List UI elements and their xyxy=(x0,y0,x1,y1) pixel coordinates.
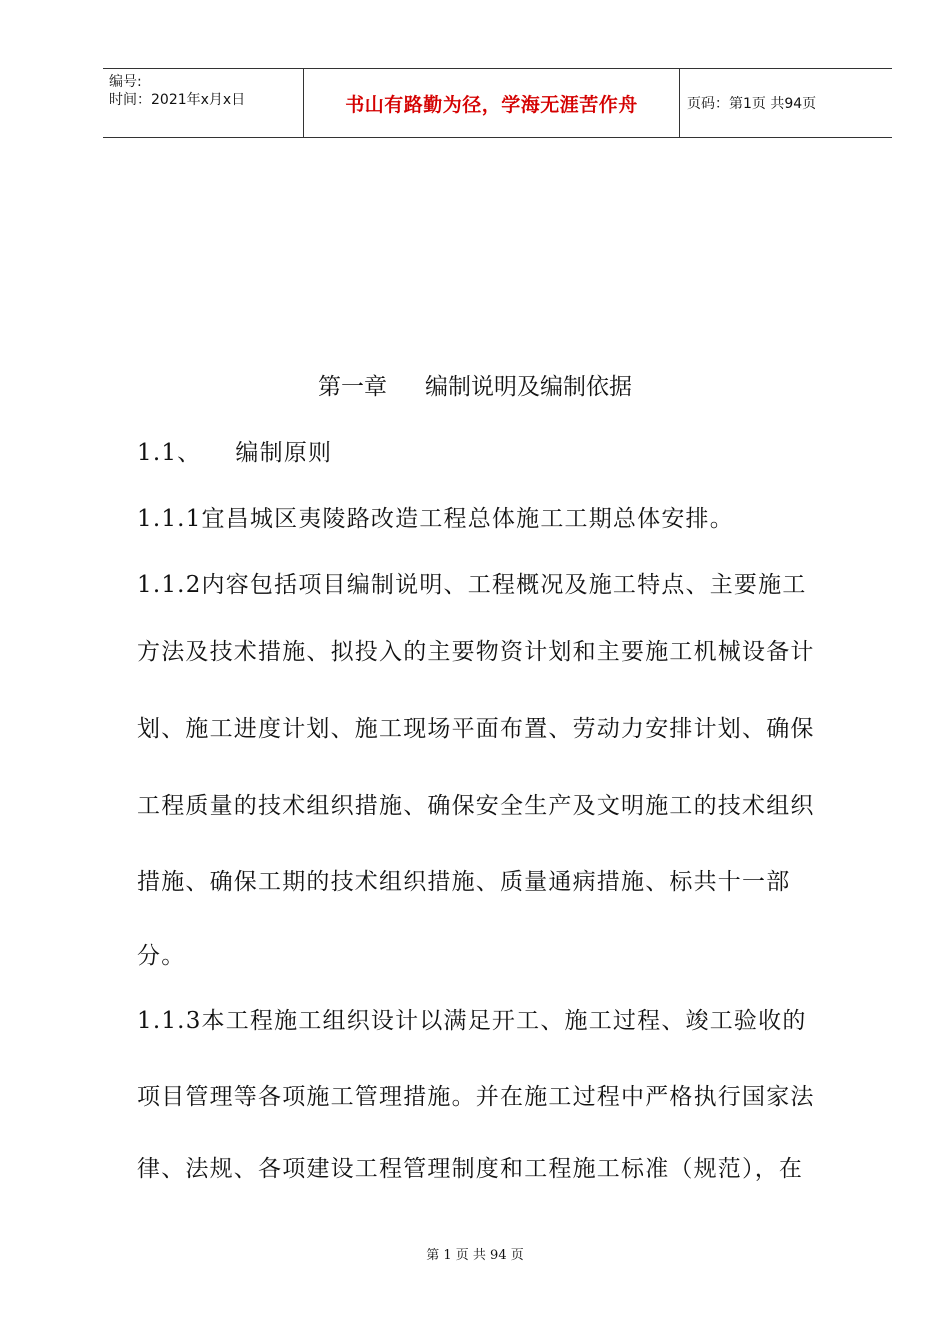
paragraph-line: 律、法规、各项建设工程管理制度和工程施工标准（规范），在 xyxy=(137,1156,804,1182)
chapter-heading xyxy=(0,368,950,401)
number-label: 编号: xyxy=(109,74,142,90)
chapter-title: 编制说明及编制依据 xyxy=(425,374,632,400)
header-page-info: 页码：第1页 共94页 xyxy=(687,96,817,112)
paragraph-line: 措施、确保工期的技术组织措施、质量通病措施、标共十一部 xyxy=(137,869,791,895)
paragraph-line: 划、施工进度计划、施工现场平面布置、劳动力安排计划、确保 xyxy=(137,716,815,742)
section-heading: 1.1、 编制原则 xyxy=(137,440,333,466)
paragraph-line: 工程质量的技术组织措施、确保安全生产及文明施工的技术组织 xyxy=(137,793,815,819)
paragraph-line: 1.1.1宜昌城区夷陵路改造工程总体施工工期总体安排。 xyxy=(137,506,734,532)
header-meta xyxy=(103,69,303,137)
page-footer: 第 1 页 共 94 页 xyxy=(426,1248,524,1263)
paragraph-line: 方法及技术措施、拟投入的主要物资计划和主要施工机械设备计 xyxy=(137,639,815,665)
paragraph-line: 1.1.3本工程施工组织设计以满足开工、施工过程、竣工验收的 xyxy=(137,1008,807,1034)
paragraph-line: 1.1.2内容包括项目编制说明、工程概况及施工特点、主要施工 xyxy=(137,572,807,598)
date-label: 时间：2021年x月x日 xyxy=(109,92,246,108)
paragraph-line: 项目管理等各项施工管理措施。并在施工过程中严格执行国家法 xyxy=(137,1084,815,1110)
paragraph-line: 分。 xyxy=(137,943,186,969)
chapter-number: 第一章 xyxy=(318,374,387,400)
header-motto-cell xyxy=(303,69,680,137)
document-header xyxy=(103,68,892,138)
motto: 书山有路勤为径，学海无涯苦作舟 xyxy=(345,93,638,116)
